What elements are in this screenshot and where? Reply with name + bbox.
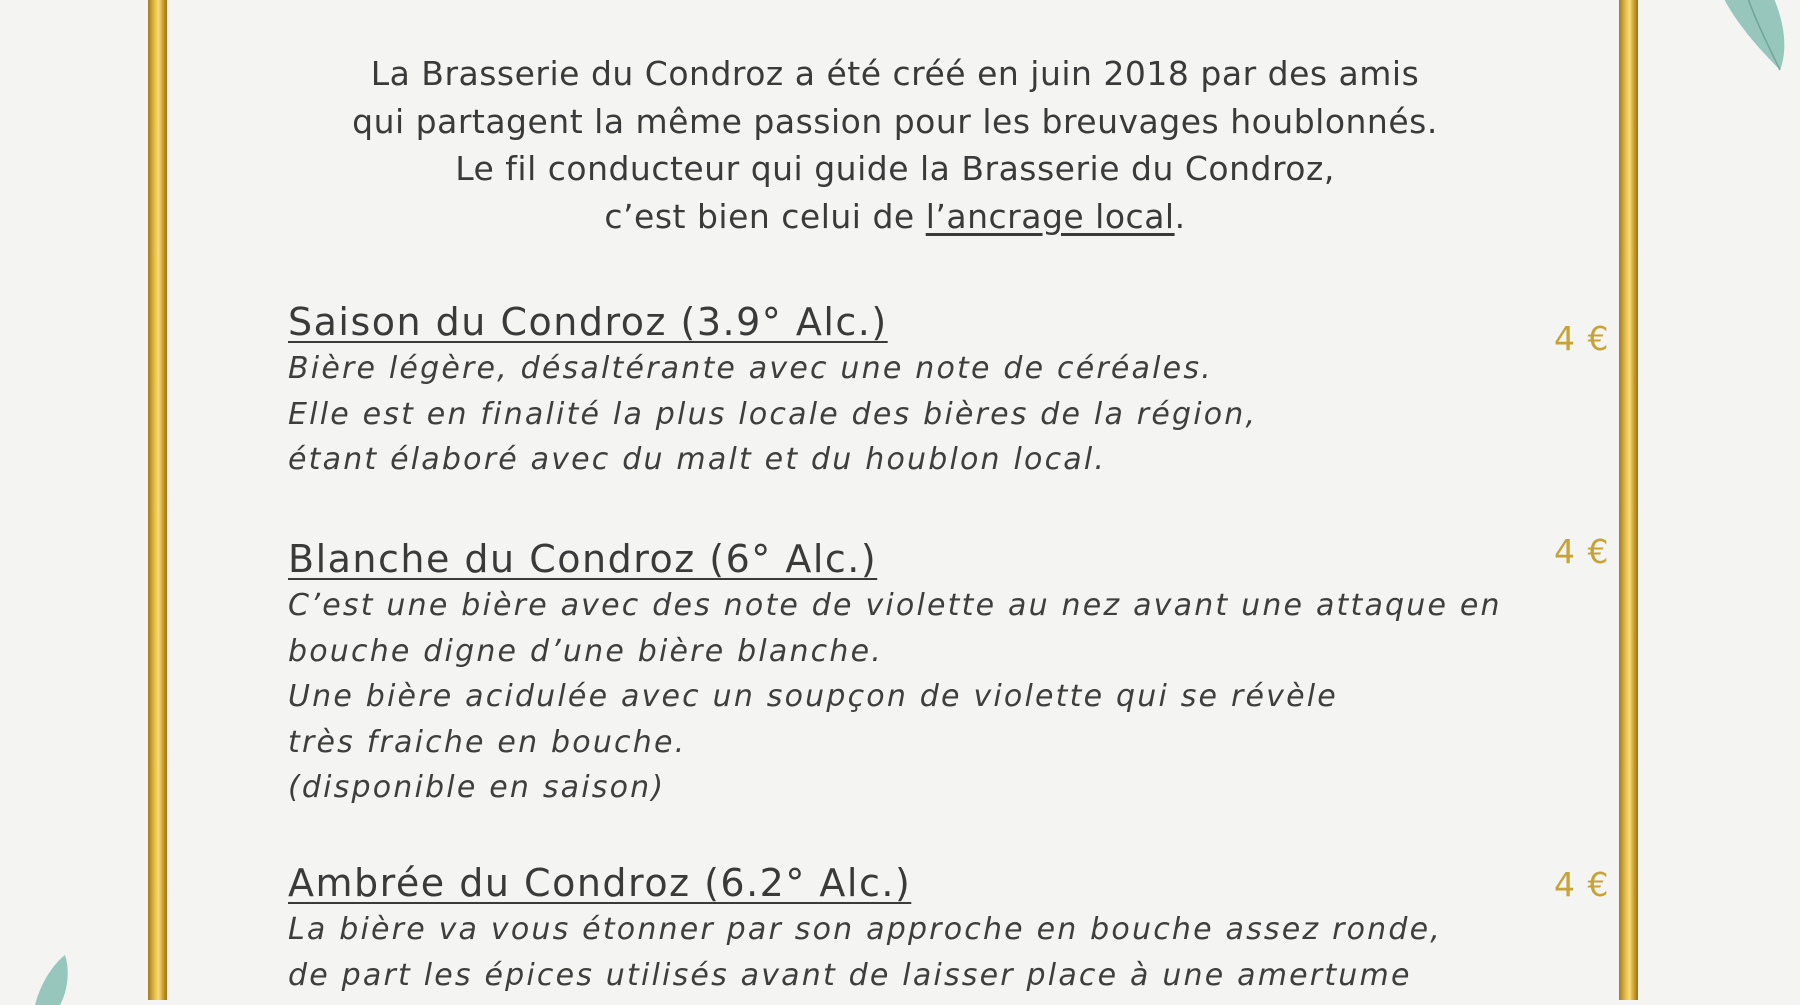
description-line: bouche digne d’une bière blanche.	[288, 633, 883, 669]
description-line: (disponible en saison)	[288, 770, 666, 805]
beer-price: 4 €	[1554, 532, 1610, 571]
beer-description	[288, 907, 1638, 998]
description-line: de part les épices utilisés avant de laisser place à une amertume	[288, 957, 1412, 993]
intro-last-line	[200, 193, 1590, 241]
beer-title: Saison du Condroz (3.9° Alc.)	[288, 300, 888, 344]
beer-description	[288, 346, 1638, 483]
gold-border-left	[148, 0, 167, 1000]
ancrage-local-link[interactable]: l’ancrage local	[925, 196, 1175, 236]
intro-line-prefix: c’est bien celui de	[604, 196, 915, 236]
beer-item-blanche	[288, 535, 1638, 811]
intro-line: La Brasserie du Condroz a été créé en juin 2018 par des amis	[370, 54, 1420, 93]
description-line: Elle est en finalité la plus locale des bières de la région,	[288, 396, 1258, 432]
leaf-decoration-icon	[1700, 0, 1800, 80]
beer-description	[288, 583, 1638, 811]
intro-line-suffix: .	[1174, 196, 1186, 236]
beer-title: Ambrée du Condroz (6.2° Alc.)	[288, 861, 912, 905]
description-line: Une bière acidulée avec un soupçon de violette qui se révèle	[288, 679, 1338, 714]
beer-item-ambree	[288, 859, 1638, 998]
leaf-decoration-icon	[30, 955, 90, 1005]
description-line: C’est une bière avec des note de violette au nez avant une attaque en	[288, 588, 1502, 623]
beer-item-saison	[288, 298, 1638, 483]
description-line: très fraiche en bouche.	[288, 724, 687, 760]
intro-line: qui partagent la même passion pour les breuvages houblonnés.	[352, 101, 1438, 141]
beer-title: Blanche du Condroz (6° Alc.)	[288, 537, 878, 581]
gold-border-right	[1619, 0, 1638, 1000]
description-line: La bière va vous étonner par son approche en bouche assez ronde,	[288, 912, 1443, 947]
intro-paragraph	[200, 50, 1590, 240]
intro-line: Le fil conducteur qui guide la Brasserie du Condroz,	[455, 149, 1335, 188]
beer-price: 4 €	[1554, 865, 1610, 904]
description-line: Bière légère, désaltérante avec une note de céréales.	[288, 351, 1213, 386]
beer-price: 4 €	[1554, 319, 1610, 358]
description-line: étant élaboré avec du malt et du houblon local.	[288, 442, 1107, 477]
